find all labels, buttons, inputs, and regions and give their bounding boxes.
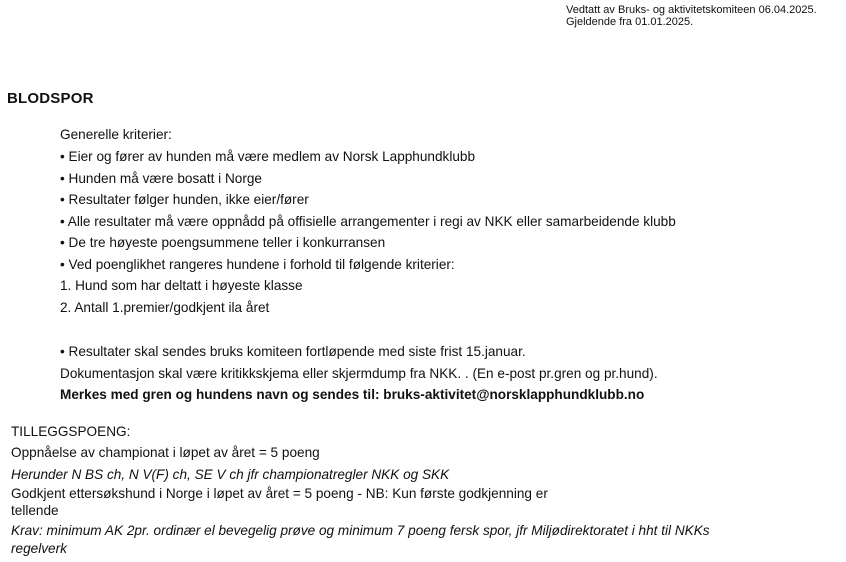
bonus-tracking-dog-text-cont: tellende [11,503,59,518]
criteria-item: • De tre høyeste poengsummene teller i konkurransen [60,235,386,250]
bonus-tracking-dog-text: Godkjent ettersøkshund i Norge i løpet av året = 5 poeng - NB: Kun første godkjenning er [11,486,548,501]
documentation-text: Dokumentasjon skal være kritikkskjema eller skjermdump fra NKK. . (En e-post pr.gren og pr.hund). [60,366,658,381]
criteria-heading: Generelle kriterier: [60,127,172,142]
submission-deadline-text: • Resultater skal sendes bruks komiteen fortløpende med siste frist 15.januar. [60,344,526,359]
header-note [566,4,817,28]
bonus-heading: TILLEGGSPOENG: [11,424,131,439]
page-title: BLODSPOR [7,90,94,107]
bonus-requirement-text: Krav: minimum AK 2pr. ordinær el bevegelig prøve og minimum 7 poeng fersk spor, jfr Miljødirektoratet i hht til NKKs [11,523,710,538]
criteria-item: • Resultater følger hunden, ikke eier/fører [60,192,309,207]
effective-date-text: Gjeldende fra 01.01.2025. [566,16,694,28]
criteria-item: • Ved poenglikhet rangeres hundene i forhold til følgende kriterier: [60,257,455,272]
bonus-championship-note: Herunder N BS ch, N V(F) ch, SE V ch jfr championatregler NKK og SKK [11,467,450,482]
ranking-item: 1. Hund som har deltatt i høyeste klasse [60,278,303,293]
bonus-championship-text: Oppnåelse av championat i løpet av året = 5 poeng [11,445,320,460]
bonus-requirement-text-cont: regelverk [11,541,67,556]
criteria-item: • Alle resultater må være oppnådd på offisielle arrangementer i regi av NKK eller samarbeidende klubb [60,214,676,229]
criteria-item: • Hunden må være bosatt i Norge [60,171,262,186]
criteria-item: • Eier og fører av hunden må være medlem av Norsk Lapphundklubb [60,149,476,164]
submission-email-text: Merkes med gren og hundens navn og sendes til: bruks-aktivitet@norsklapphundklubb.no [60,387,645,402]
ranking-item: 2. Antall 1.premier/godkjent ila året [60,300,270,315]
approval-date-text: Vedtatt av Bruks- og aktivitetskomiteen 06.04.2025. [566,4,817,16]
